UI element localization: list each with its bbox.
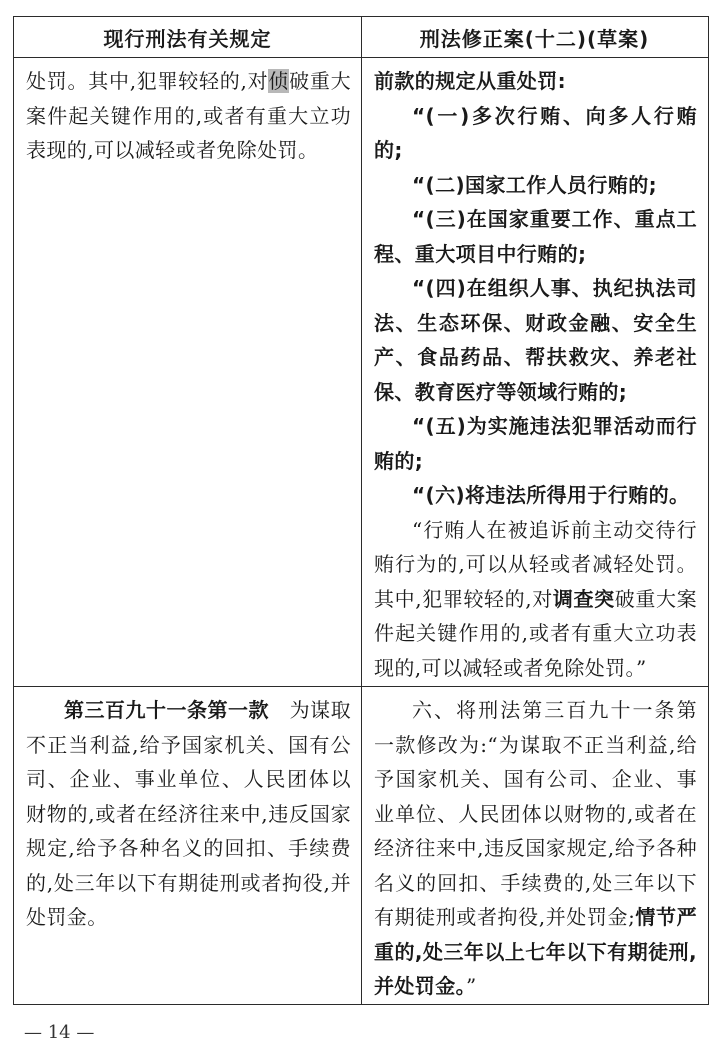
- amendment-final-paragraph: [374, 513, 697, 686]
- text-segment: ”: [466, 974, 477, 998]
- comparison-table: [13, 16, 709, 1005]
- amendment-cell: [362, 58, 707, 686]
- table-row: [14, 686, 708, 1004]
- text-segment: 为谋取不正当利益,给予国家机关、国有公司、企业、事业单位、人民团体以财物的,或者在经济往来中,违反国家规定,给予各种名义的回扣、手续费的,处三年以下有期徒刑或者拘役,并处罚金。: [26, 698, 351, 929]
- amendment-item: “(四)在组织人事、执纪执法司法、生态环保、财政金融、安全生产、食品药品、帮扶救灾、养老社保、教育医疗等领域行贿的;: [374, 276, 697, 404]
- amendment-item: “(一)多次行贿、向多人行贿的;: [374, 103, 697, 162]
- bold-insertion: 调查突: [552, 586, 615, 611]
- text-segment: 破重大案件起关键作用的,或者有重大立功表现的,可以减轻或者免除处罚。”: [374, 586, 698, 680]
- bold-insertion: 情节严重的,处三年以上七年以下有期徒刑,并处罚金。: [374, 905, 697, 998]
- amendment-item: “(六)将违法所得用于行贿的。: [412, 483, 690, 507]
- amendment-cell: [362, 687, 707, 1004]
- highlighted-character: 侦: [268, 69, 290, 93]
- amendment-item: “(三)在国家重要工作、重点工程、重大项目中行贿的;: [374, 207, 697, 266]
- article-paragraph: [26, 693, 351, 935]
- amendment-item: “(二)国家工作人员行贿的;: [412, 172, 658, 197]
- current-law-cell: [14, 687, 362, 1004]
- amendment-paragraph: [374, 693, 697, 1004]
- page-number: — 14 —: [24, 1022, 95, 1043]
- current-law-cell: [14, 58, 362, 686]
- header-current-law: 现行刑法有关规定: [14, 17, 362, 57]
- table-header-row: [14, 17, 708, 57]
- text-segment: 处罚。其中,犯罪较轻的,对: [26, 69, 269, 93]
- text-segment: “行贿人在被追诉前主动交待行贿行为的,可以从轻或者减轻处罚。其中,犯罪较轻的,对: [374, 517, 697, 611]
- table-row: [14, 57, 708, 686]
- amendment-item: “(五)为实施违法犯罪活动而行贿的;: [374, 414, 697, 473]
- text-segment: 六、将刑法第三百九十一条第一款修改为:“为谋取不正当利益,给予国家机关、国有公司、企业、事业单位、人民团体以财物的,或者在经济往来中,违反国家规定,给予各种名义的回扣、手续费的,处三年以下有期徒刑或者拘役,并处罚金;: [374, 698, 697, 929]
- current-law-paragraph: [26, 64, 351, 168]
- amendment-lead-text: 前款的规定从重处罚:: [374, 69, 566, 93]
- text-segment: 破重大案件起关键作用的,或者有重大立功表现的,可以减轻或者免除处罚。: [26, 69, 351, 162]
- article-heading: 第三百九十一条第一款: [64, 698, 270, 722]
- header-amendment-draft: 刑法修正案(十二)(草案): [419, 26, 650, 51]
